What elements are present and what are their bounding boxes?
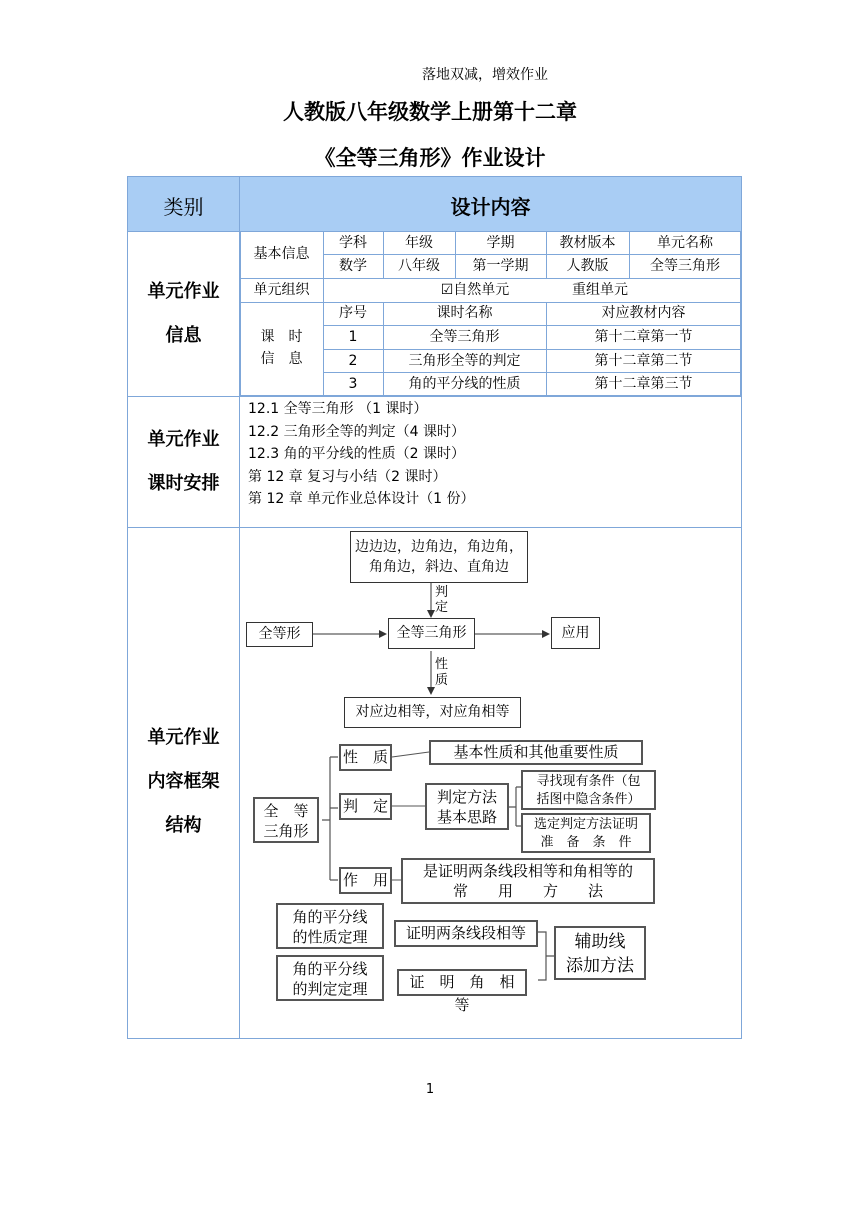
- lesson-content: 第十二章第一节: [594, 329, 693, 345]
- framework-category-label: 单元作业 内容框架 结构: [147, 727, 220, 836]
- criteria-box: 边边边，边角边，角边角， 角角边，斜边、直角边: [350, 531, 528, 583]
- schedule-item: 12.3 角的平分线的性质（2 课时）: [248, 446, 465, 462]
- unit-name-header: 单元名称: [657, 235, 713, 251]
- content-header: 设计内容: [450, 195, 531, 219]
- lesson-content: 第十二章第二节: [594, 353, 693, 369]
- grade-value: 八年级: [398, 258, 440, 274]
- lesson-seq: 1: [348, 329, 358, 345]
- congruent-figure-box: 全等形: [246, 622, 313, 647]
- category-header: 类别: [163, 195, 204, 219]
- method-box: 判定方法 基本思路: [425, 783, 509, 830]
- unit-org-label: 单元组织: [253, 282, 310, 298]
- lesson-seq: 3: [348, 376, 358, 392]
- page-number: 1: [425, 1082, 435, 1097]
- use-description-box: 是证明两条线段相等和角相等的 常 用 方 法: [401, 858, 655, 904]
- unit-name-value: 全等三角形: [650, 258, 720, 274]
- bisector-judge-box: 角的平分线 的判定定理: [276, 955, 384, 1001]
- header-note: 落地双减，增效作业: [422, 67, 548, 83]
- lesson-name: 角的平分线的性质: [408, 376, 521, 392]
- corresponding-box: 对应边相等，对应角相等: [344, 697, 521, 728]
- semester-header: 学期: [486, 235, 515, 251]
- schedule-item: 第 12 章 单元作业总体设计（1 份）: [248, 491, 475, 507]
- choose-method-box: 选定判定方法证明 准 备 条 件: [521, 813, 651, 853]
- lesson-seq: 2: [348, 353, 358, 369]
- textbook-header: 教材版本: [559, 235, 616, 251]
- seq-header: 序号: [339, 305, 367, 321]
- congruent-triangle-box: 全等三角形: [388, 618, 475, 649]
- prove-angles-box: 证 明 角 相 等: [397, 969, 527, 996]
- property-box: 性 质: [339, 744, 392, 771]
- info-category-label: 单元作业 信息: [147, 281, 220, 346]
- textbook-value: 人教版: [566, 258, 609, 274]
- bisector-property-box: 角的平分线 的性质定理: [276, 903, 384, 949]
- schedule-item: 12.1 全等三角形 （1 课时）: [248, 401, 428, 417]
- basic-property-box: 基本性质和其他重要性质: [429, 740, 643, 765]
- congruent-triangle-root: 全 等 三角形: [253, 797, 319, 843]
- property-label: 性 质: [435, 657, 449, 688]
- grade-header: 年级: [405, 235, 433, 251]
- textbook-content-header: 对应教材内容: [601, 305, 686, 321]
- regroup-unit-option: 重组单元: [572, 282, 628, 298]
- use-box: 作 用: [339, 867, 392, 894]
- lesson-content: 第十二章第三节: [594, 376, 693, 392]
- aux-line-box: 辅助线 添加方法: [554, 926, 646, 980]
- lesson-name-header: 课时名称: [436, 305, 493, 321]
- basic-info-label: 基本信息: [253, 246, 310, 262]
- page-subtitle: 《全等三角形》作业设计: [314, 146, 546, 170]
- subject-header: 学科: [339, 235, 367, 251]
- schedule-category-label: 单元作业 课时安排: [147, 429, 220, 494]
- prove-segments-box: 证明两条线段相等: [394, 920, 538, 947]
- schedule-item: 第 12 章 复习与小结（2 课时）: [248, 468, 447, 485]
- lesson-info-label: 课 时 信 息: [260, 329, 303, 367]
- lesson-name: 全等三角形: [429, 329, 500, 345]
- schedule-item: 12.2 三角形全等的判定（4 课时）: [248, 423, 465, 440]
- semester-value: 第一学期: [472, 258, 529, 274]
- application-box: 应用: [551, 617, 600, 649]
- natural-unit-option: ☑自然单元: [440, 282, 510, 298]
- find-condition-box: 寻找现有条件（包 括图中隐含条件）: [521, 770, 656, 810]
- subject-value: 数学: [339, 258, 367, 274]
- lesson-name: 三角形全等的判定: [408, 353, 521, 369]
- judge-box: 判 定: [339, 793, 392, 820]
- judge-label: 判 定: [435, 585, 449, 615]
- page-title: 人教版八年级数学上册第十二章: [283, 100, 577, 124]
